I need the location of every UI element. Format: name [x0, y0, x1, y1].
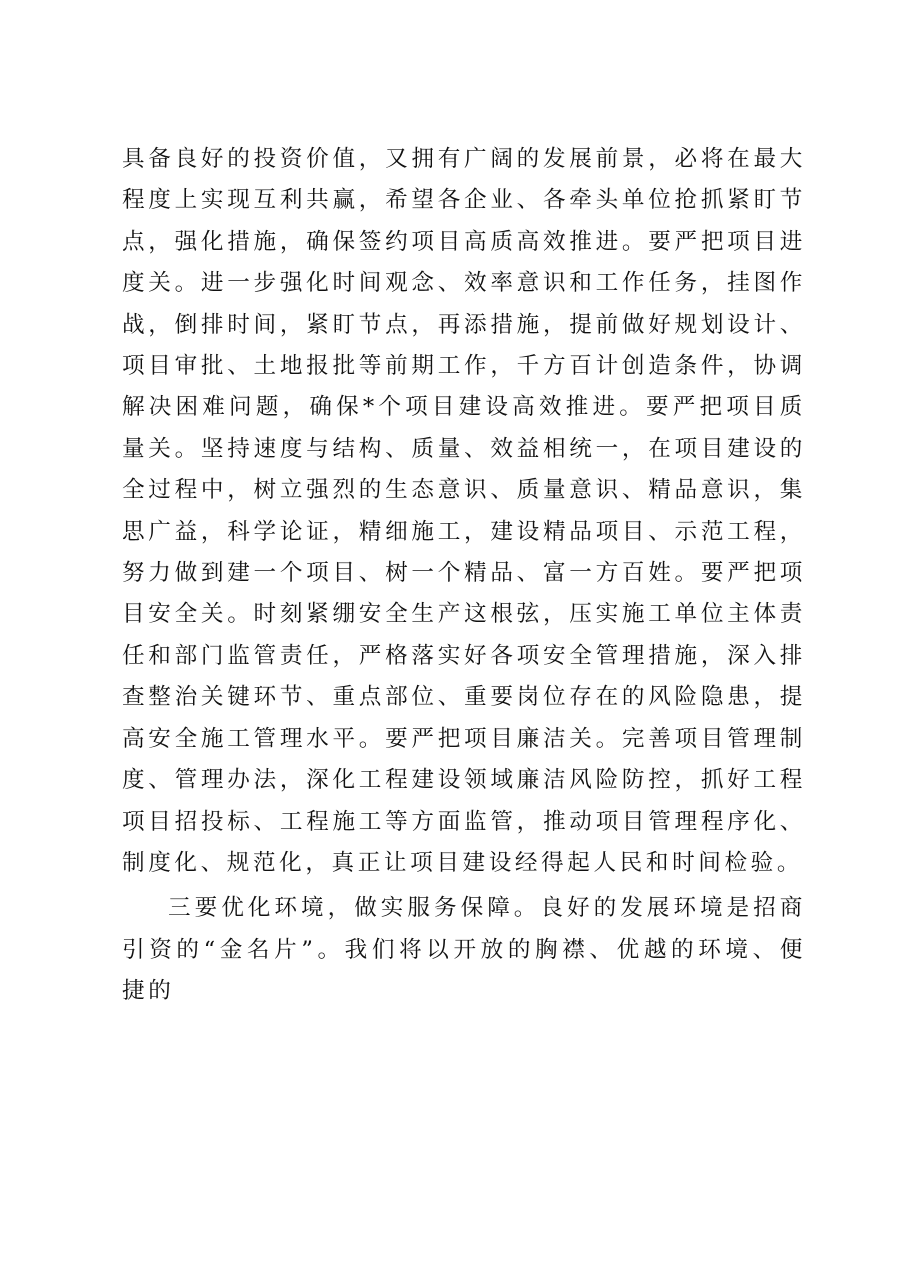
paragraph-continuation: 具备良好的投资价值，又拥有广阔的发展前景，必将在最大程度上实现互利共赢，希望各企业、各牵头单位抢抓紧盯节点，强化措施，确保签约项目高质高效推进。要严把项目进度关。进一步强化时间观念、效率意识和工作任务，挂图作战，倒排时间，紧盯节点，再添措施，提前做好规划设计、项目审批、土地报批等前期工作，千方百计创造条件，协调解决困难问题，确保*个项目建设高效推进。要严把项目质量关。坚持速度与结构、质量、效益相统一，在项目建设的全过程中，树立强烈的生态意识、质量意识、精品意识，集思广益，科学论证，精细施工，建设精品项目、示范工程，努力做到建一个项目、树一个精品、富一方百姓。要严把项目安全关。时刻紧绷安全生产这根弦，压实施工单位主体责任和部门监管责任，严格落实好各项安全管理措施，深入排查整治关键环节、重点部位、重要岗位存在的风险隐患，提高安全施工管理水平。要严把项目廉洁关。完善项目管理制度、管理办法，深化工程建设领域廉洁风险防控，抓好工程项目招投标、工程施工等方面监管，推动项目管理程序化、制度化、规范化，真正让项目建设经得起人民和时间检验。: [122, 146, 806, 876]
paragraph-optimize-environment: 三要优化环境，做实服务保障。良好的发展环境是招商引资的“金名片”。我们将以开放的胸襟、优越的环境、便捷的: [122, 895, 806, 1005]
document-body: [122, 139, 806, 1013]
